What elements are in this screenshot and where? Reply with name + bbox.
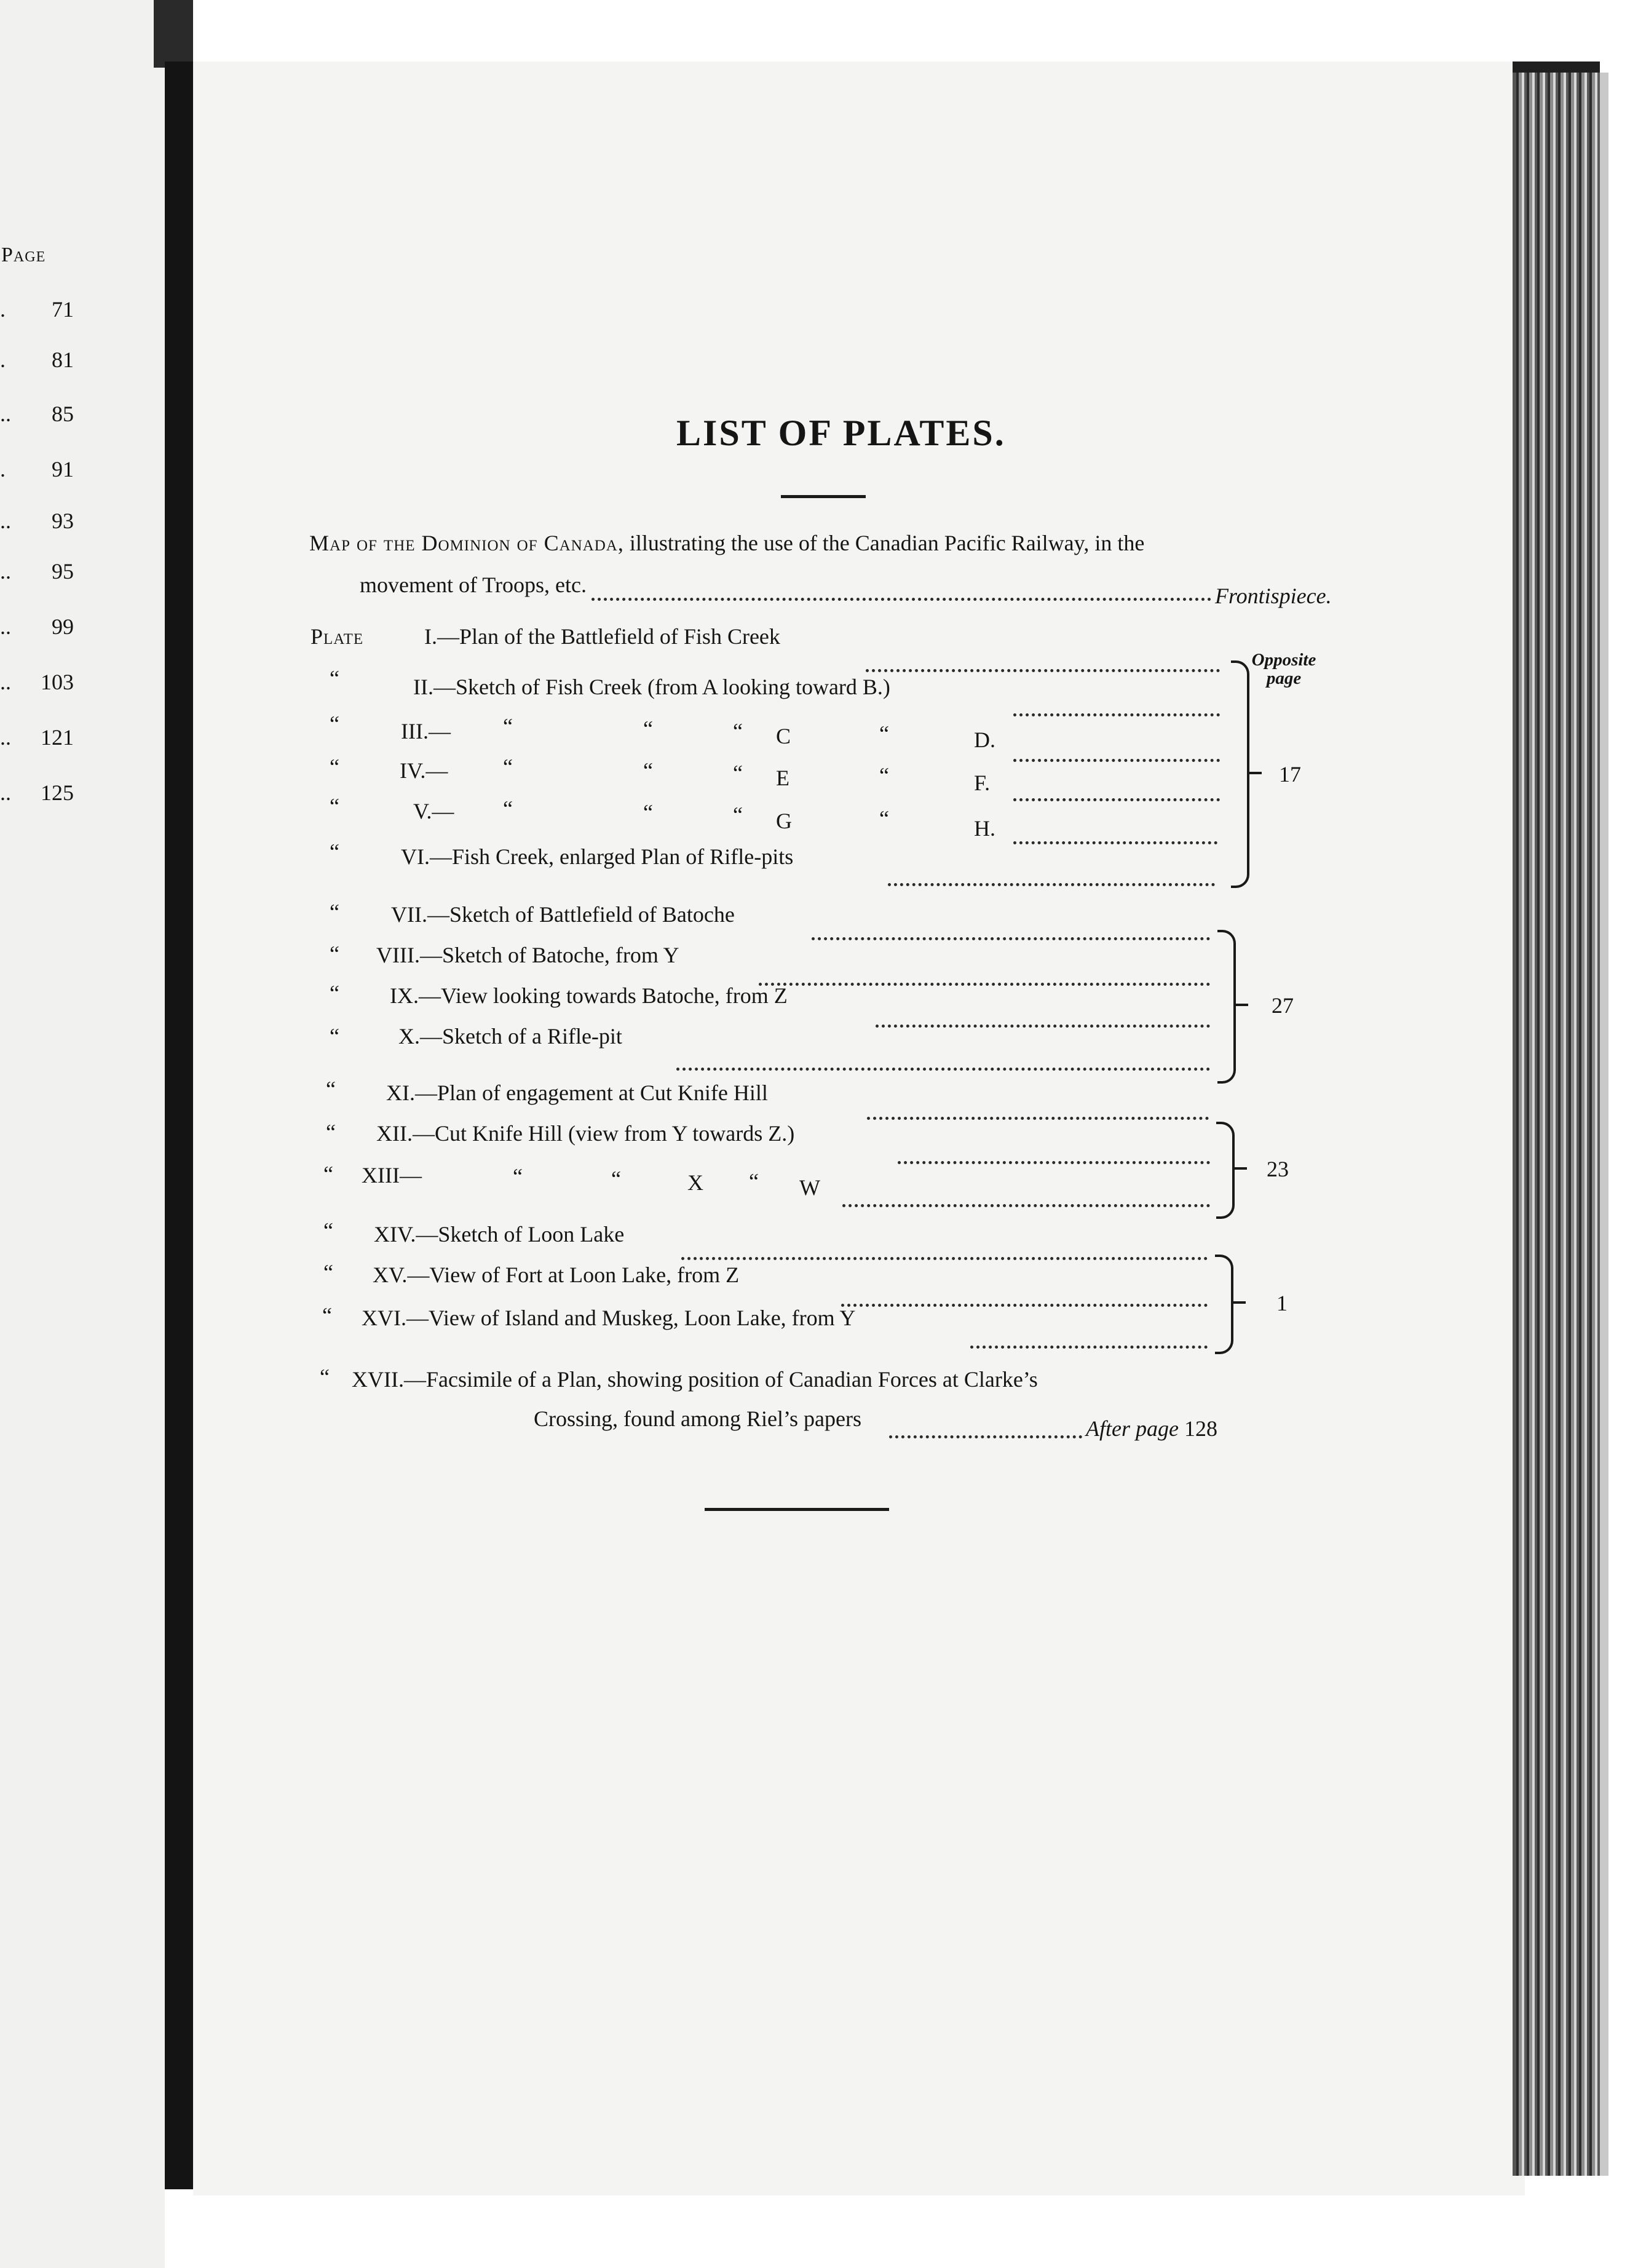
plate-entry-xv: [373, 1262, 739, 1288]
plate-title: —View of Island and Muskeg, Loon Lake, from Y: [406, 1306, 856, 1330]
leader-dots: [970, 1346, 1208, 1349]
ditto-mark: “: [323, 1162, 333, 1186]
brace-tip: [1248, 772, 1262, 774]
leader-dots: .: [0, 347, 6, 372]
map-title: Map of the Dominion of Canada,: [309, 531, 624, 555]
end-rule: [705, 1508, 889, 1511]
plate-title: —View looking towards Batoche, from Z: [419, 983, 788, 1008]
group-brace: [1231, 660, 1249, 888]
ditto-mark: “: [879, 721, 889, 746]
plate-entry-ii: [413, 674, 890, 700]
plate-title: —Sketch of Batoche, from Y: [419, 943, 679, 967]
ditto-mark: “: [330, 712, 339, 736]
page-number: 81: [52, 347, 74, 372]
plate-from: G: [776, 809, 792, 833]
opposite-page-number: 27: [1272, 993, 1294, 1018]
leader-dots: [676, 1068, 1210, 1071]
plate-entry-xvii: [352, 1366, 1038, 1392]
plate-entry-viii: [376, 942, 679, 968]
plate-numeral: XVI.: [362, 1306, 406, 1330]
ditto-mark: “: [330, 900, 339, 924]
opposite-page-number: 23: [1267, 1157, 1289, 1181]
leader-dots: [1013, 713, 1220, 716]
plate-entry-xiii: [362, 1162, 422, 1188]
opposite-page-number: 17: [1279, 762, 1301, 787]
plate-entry-i: [424, 624, 780, 649]
plate-dash: —: [428, 719, 451, 743]
plate-numeral: XV.: [373, 1263, 408, 1287]
after-page-number: 128: [1184, 1416, 1217, 1441]
leader-dots: [866, 669, 1220, 672]
leader-dots: [842, 1204, 1210, 1207]
ditto-mark: “: [503, 755, 513, 779]
ditto-mark: “: [733, 803, 743, 827]
plate-to: H.: [974, 816, 995, 841]
plate-entry-x: [398, 1023, 622, 1049]
plate-entry-v: [413, 798, 454, 824]
plate-numeral: XII.: [376, 1121, 413, 1146]
ditto-mark: “: [503, 714, 513, 739]
plate-to: W: [799, 1175, 820, 1200]
ditto-mark: “: [330, 794, 339, 819]
plate-title: —Sketch of Loon Lake: [416, 1222, 625, 1247]
plate-from: C: [776, 724, 791, 748]
plate-title-cont: Crossing, found among Riel’s papers: [534, 1406, 861, 1431]
plate-dash: —: [432, 799, 454, 823]
plate-numeral: V.: [413, 799, 432, 823]
plate-dash: —: [425, 758, 448, 783]
map-entry-line1: [309, 530, 1144, 556]
ditto-mark: “: [330, 1024, 339, 1049]
ditto-mark: “: [330, 839, 339, 864]
plate-to: F.: [974, 771, 991, 795]
leader-dots: ..: [0, 780, 11, 805]
plate-title: —Cut Knife Hill (view from Y towards Z.): [412, 1121, 795, 1146]
page-number: 71: [52, 297, 74, 322]
page-title: LIST OF PLATES.: [676, 413, 1006, 453]
leader-dots: ..: [0, 509, 11, 533]
leader-dots: ..: [0, 725, 11, 750]
page-number: 95: [52, 559, 74, 584]
ditto-mark: “: [330, 981, 339, 1005]
page-number: 125: [41, 780, 74, 805]
ditto-mark: “: [611, 1167, 621, 1191]
plate-numeral: XI.: [386, 1080, 415, 1105]
book-gutter: [165, 61, 193, 2189]
plate-entry-iv: [400, 758, 448, 783]
left-page: [0, 0, 165, 2268]
plate-numeral: XIII: [362, 1163, 400, 1188]
ditto-mark: “: [643, 800, 653, 825]
brace-tip: [1233, 1167, 1247, 1170]
plate-label: Plate: [311, 624, 364, 649]
page-number: 121: [41, 725, 74, 750]
leader-dots: .: [0, 457, 6, 482]
leader-dots: ..: [0, 402, 11, 426]
leader-dots: [681, 1257, 1208, 1260]
page-number: 85: [52, 402, 74, 426]
ditto-mark: “: [643, 716, 653, 741]
ditto-mark: “: [323, 1260, 333, 1285]
map-description: illustrating the use of the Canadian Pacific Railway, in the: [629, 531, 1145, 555]
ditto-mark: “: [733, 719, 743, 743]
leader-dots: ..: [0, 670, 11, 694]
group-brace: [1215, 1255, 1233, 1354]
plate-to: D.: [974, 728, 995, 752]
ditto-mark: “: [643, 758, 653, 783]
plate-title: —Sketch of a Rifle-pit: [420, 1024, 622, 1049]
plate-title: —Plan of the Battlefield of Fish Creek: [437, 624, 780, 649]
after-page: [1086, 1416, 1217, 1441]
ditto-mark: “: [320, 1365, 330, 1389]
page-column-header: Page: [1, 244, 46, 266]
plate-entry-xvi: [362, 1305, 855, 1331]
brace-tip: [1235, 1004, 1248, 1006]
plate-numeral: II.: [413, 675, 433, 699]
page-number: 103: [41, 670, 74, 694]
leader-dots: ..: [0, 614, 11, 639]
leader-dots: .: [0, 297, 6, 322]
plate-title: —Facsimile of a Plan, showing position of Canadian Forces at Clarke’s: [403, 1367, 1038, 1392]
ditto-mark: “: [323, 1218, 333, 1243]
plate-title: —Fish Creek, enlarged Plan of Rifle-pits: [430, 844, 794, 869]
page-edge-shadow: [1600, 73, 1608, 2176]
frontispiece-label: Frontispiece.: [1215, 584, 1332, 608]
plate-title: —Sketch of Fish Creek (from A looking toward B.): [433, 675, 890, 699]
plate-numeral: III.: [401, 719, 429, 743]
plate-entry-vi: [401, 844, 793, 870]
plate-numeral: X.: [398, 1024, 420, 1049]
map-description-cont: movement of Troops, etc.: [360, 573, 587, 597]
plate-numeral: IV.: [400, 758, 426, 783]
plate-from: X: [687, 1170, 703, 1195]
binding-shadow: [154, 0, 193, 68]
group-brace: [1217, 930, 1236, 1084]
ditto-mark: “: [330, 666, 339, 691]
plate-title: —Plan of engagement at Cut Knife Hill: [415, 1080, 768, 1105]
page-number: 91: [52, 457, 74, 482]
plate-from: E: [776, 766, 789, 790]
ditto-mark: “: [749, 1169, 759, 1194]
opposite-page-number: 1: [1276, 1291, 1288, 1315]
ditto-mark: “: [326, 1077, 336, 1101]
ditto-mark: “: [326, 1120, 336, 1144]
ditto-mark: “: [879, 763, 889, 788]
title-rule: [781, 495, 866, 498]
plate-entry-ix: [390, 983, 788, 1009]
page-number: 99: [52, 614, 74, 639]
brace-tip: [1232, 1301, 1246, 1304]
leader-dots: [1013, 759, 1220, 762]
leader-dots: [867, 1117, 1209, 1120]
plate-title: —View of Fort at Loon Lake, from Z: [407, 1263, 740, 1287]
plate-numeral: VII.: [391, 902, 427, 927]
leader-dots: [876, 1025, 1210, 1028]
plate-entry-iii: [401, 718, 451, 744]
plate-title: —Sketch of Battlefield of Batoche: [427, 902, 735, 927]
ditto-mark: “: [322, 1303, 332, 1328]
plate-numeral: IX.: [390, 983, 419, 1008]
leader-dots: [759, 983, 1210, 986]
plate-numeral: XIV.: [374, 1222, 416, 1247]
page-edges: [1513, 73, 1604, 2176]
ditto-mark: “: [330, 755, 339, 779]
ditto-mark: “: [330, 942, 339, 966]
plate-numeral: VI.: [401, 844, 430, 869]
group-brace: [1216, 1122, 1235, 1219]
after-page-label: After page: [1086, 1416, 1179, 1441]
plate-numeral: VIII.: [376, 943, 420, 967]
leader-dots: [889, 1435, 1082, 1438]
plate-numeral: I.: [424, 624, 437, 649]
leader-dots: [841, 1304, 1208, 1307]
map-entry-line2: [360, 572, 587, 598]
leader-dots: [592, 598, 1211, 601]
page-number: 93: [52, 509, 74, 533]
opposite-page-label: Opposite page: [1251, 650, 1316, 688]
leader-dots: [1013, 798, 1220, 801]
leader-dots: [812, 937, 1210, 940]
leader-dots: [888, 883, 1215, 886]
plate-entry-xi: [386, 1080, 768, 1106]
plate-entry-xii: [376, 1120, 794, 1146]
leader-dots: [1013, 841, 1217, 844]
ditto-mark: “: [733, 761, 743, 785]
leader-dots: [898, 1161, 1210, 1164]
ditto-mark: “: [503, 796, 513, 821]
plate-entry-vii: [391, 902, 735, 927]
plate-dash: —: [399, 1163, 422, 1188]
plate-numeral: XVII.: [352, 1367, 404, 1392]
ditto-mark: “: [879, 806, 889, 831]
plate-entry-xiv: [374, 1221, 624, 1247]
ditto-mark: “: [513, 1164, 523, 1189]
leader-dots: ..: [0, 559, 11, 584]
